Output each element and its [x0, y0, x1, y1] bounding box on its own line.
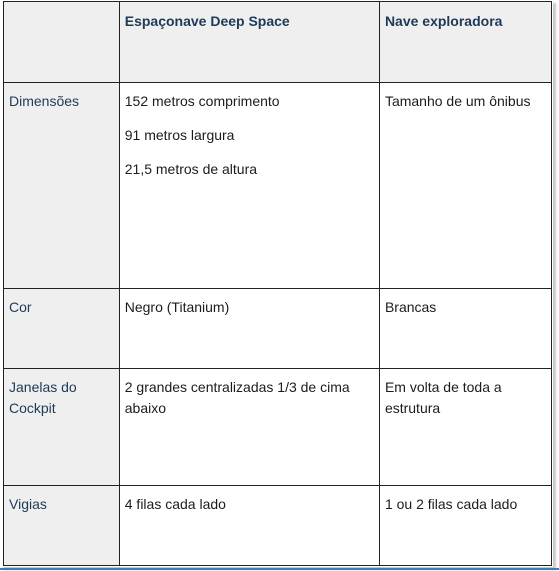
cell-explorer-dimensions: Tamanho de um ônibus [379, 83, 551, 289]
comparison-table [3, 1, 552, 566]
dimension-length: 152 metros comprimento [124, 93, 280, 109]
header-cell-deep-space: Espaçonave Deep Space [119, 2, 379, 83]
dimension-height: 21,5 metros de altura [124, 161, 258, 177]
row-label-portholes: Vigias [4, 486, 120, 566]
cell-explorer-cockpit-windows: Em volta de toda a estrutura [379, 369, 551, 486]
bottom-divider [0, 568, 559, 570]
cell-explorer-color: Brancas [379, 289, 551, 369]
cell-explorer-portholes: 1 ou 2 filas cada lado [379, 486, 551, 566]
cell-deep-space-cockpit-windows: 2 grandes centralizadas 1/3 de cima abaixo [119, 369, 379, 486]
table-header-row [4, 2, 552, 83]
header-cell-empty [4, 2, 120, 83]
row-label-color: Cor [4, 289, 120, 369]
table-row-cockpit-windows [4, 369, 552, 486]
header-cell-explorer-ship: Nave exploradora [379, 2, 551, 83]
table-row-portholes [4, 486, 552, 566]
cell-deep-space-color: Negro (Titanium) [119, 289, 379, 369]
cell-deep-space-dimensions [119, 83, 379, 289]
dimension-width: 91 metros largura [124, 127, 235, 143]
table-row-color [4, 289, 552, 369]
cell-deep-space-portholes: 4 filas cada lado [119, 486, 379, 566]
row-label-dimensions: Dimensões [4, 83, 120, 289]
row-label-cockpit-windows: Janelas do Cockpit [4, 369, 120, 486]
table-row-dimensions [4, 83, 552, 289]
